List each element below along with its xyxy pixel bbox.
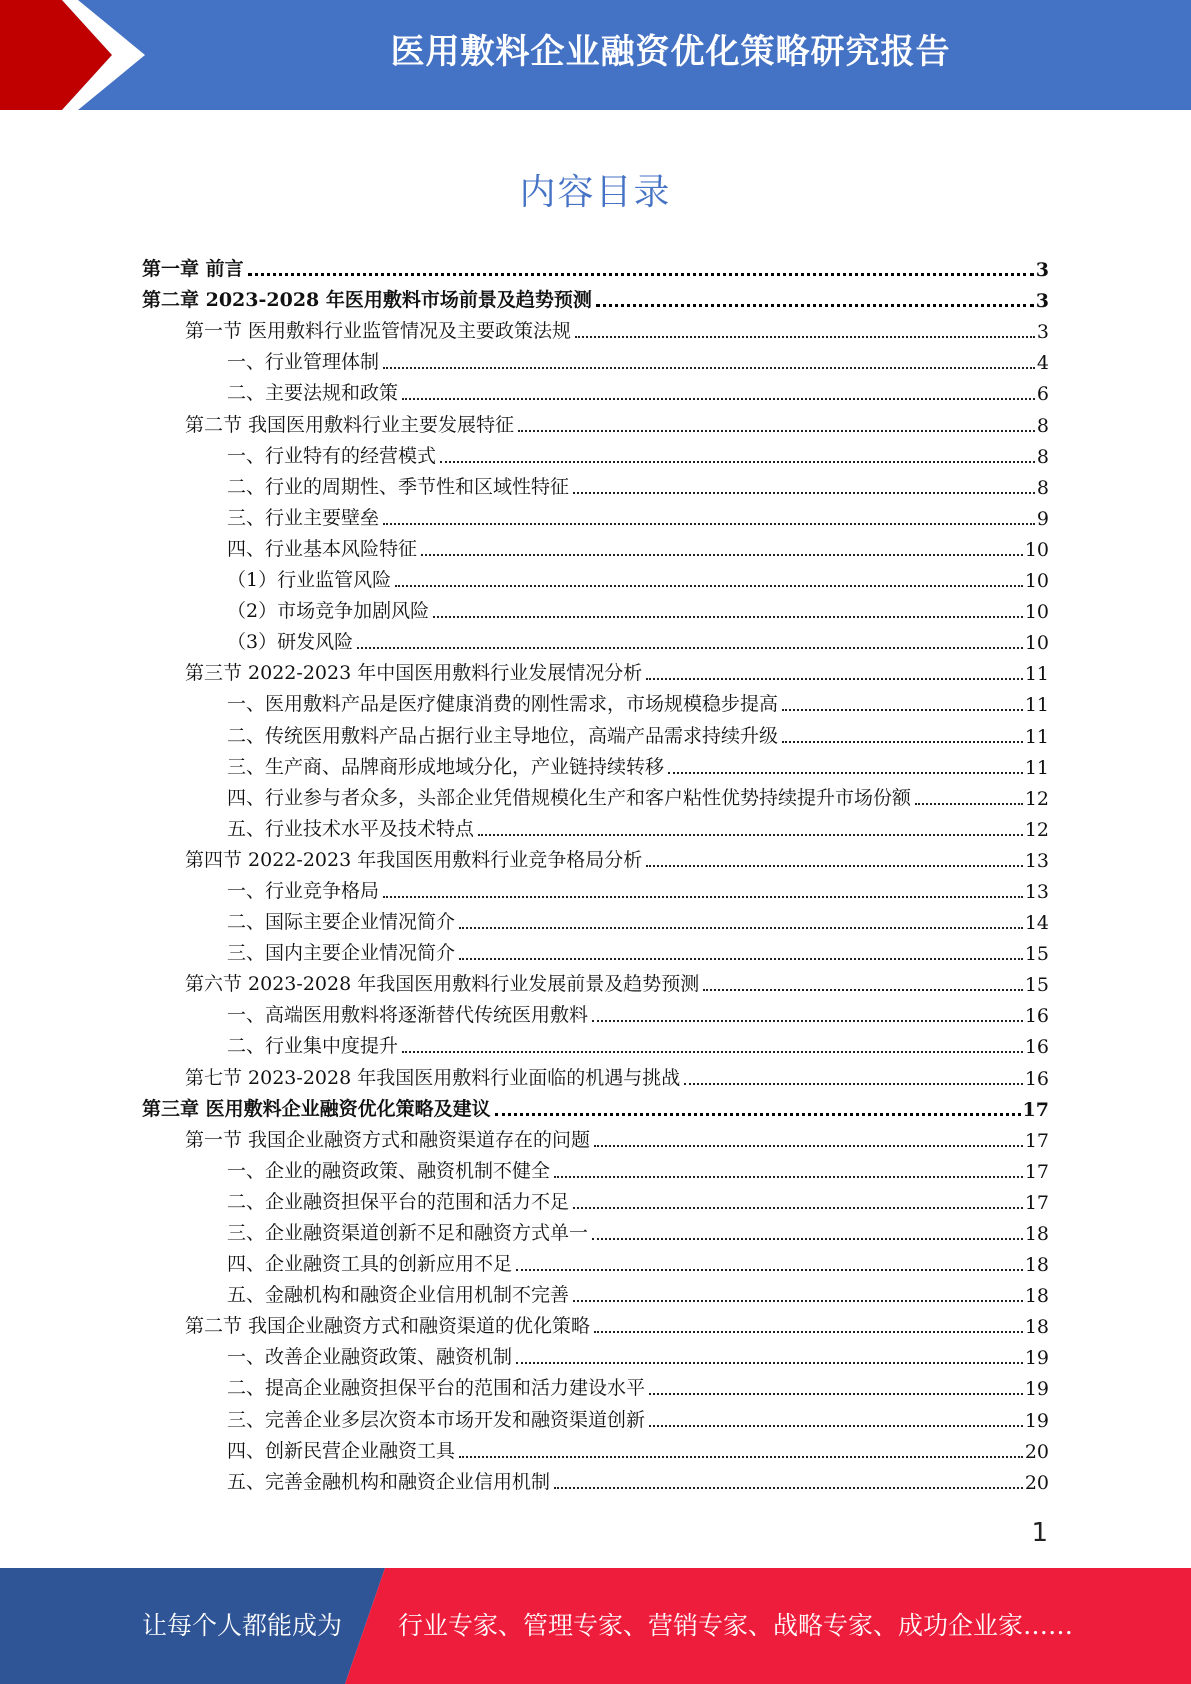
toc-dot-leader [915, 803, 1023, 805]
toc-entry-label: 三、生产商、品牌商形成地域分化，产业链持续转移 [227, 755, 665, 778]
toc-entry-label: 第二章 2023-2028 年医用敷料市场前景及趋势预测 [142, 289, 592, 312]
toc-entry[interactable] [142, 656, 1049, 687]
toc-entry-page: 18 [1024, 1223, 1049, 1245]
toc-entry[interactable] [142, 1402, 1049, 1433]
toc-entry-label: 三、国内主要企业情况简介 [227, 942, 456, 965]
toc-entry-label: 第二节 我国企业融资方式和融资渠道的优化策略 [185, 1315, 591, 1338]
toc-entry-page: 17 [1024, 1160, 1049, 1183]
toc-entry-page: 10 [1024, 601, 1049, 624]
toc-entry-label: 二、提高企业融资担保平台的范围和活力建设水平 [227, 1377, 646, 1400]
toc-entry-page: 15 [1024, 974, 1049, 997]
toc-entry-label: 四、行业基本风险特征 [227, 537, 418, 560]
toc-entry-label: 五、金融机构和融资企业信用机制不完善 [227, 1284, 570, 1307]
toc-entry[interactable] [142, 1434, 1049, 1465]
toc-dot-leader [459, 958, 1023, 960]
toc-dot-leader [248, 273, 1034, 276]
toc-entry-page: 10 [1024, 538, 1049, 561]
toc-dot-leader [684, 1083, 1023, 1085]
toc-entry-page: 13 [1024, 880, 1049, 903]
toc-entry[interactable] [142, 1092, 1049, 1123]
report-title: 医用敷料企业融资优化策略研究报告 [390, 32, 951, 72]
toc-entry[interactable] [142, 532, 1049, 563]
header-banner [0, 0, 1191, 110]
footer-banner [0, 1568, 1191, 1684]
toc-entry-page: 19 [1024, 1378, 1049, 1401]
toc-dot-leader [594, 1145, 1023, 1147]
toc-dot-leader [478, 834, 1023, 836]
toc-dot-leader [383, 896, 1023, 898]
toc-dot-leader [782, 709, 1023, 711]
toc-entry-page: 4 [1036, 352, 1049, 375]
toc-entry-page: 20 [1024, 1471, 1049, 1494]
toc-entry-label: 一、高端医用敷料将逐渐替代传统医用敷料 [227, 1004, 589, 1027]
toc-entry[interactable] [142, 1247, 1049, 1278]
toc-entry[interactable] [142, 1371, 1049, 1402]
toc-entry-label: 二、国际主要企业情况简介 [227, 911, 456, 934]
toc-dot-leader [596, 304, 1034, 307]
toc-entry-page: 3 [1036, 321, 1049, 344]
toc-entry-page: 19 [1024, 1347, 1049, 1370]
toc-entry[interactable] [142, 1123, 1049, 1154]
toc-entry-label: （2）市场竞争加剧风险 [227, 600, 430, 623]
toc-dot-leader [649, 1425, 1023, 1427]
toc-entry-page: 8 [1036, 476, 1049, 499]
toc-entry-label: 三、完善企业多层次资本市场开发和融资渠道创新 [227, 1408, 646, 1431]
toc-dot-leader [383, 523, 1035, 525]
toc-entry[interactable] [142, 967, 1049, 998]
toc-dot-leader [516, 1362, 1023, 1364]
page-number: 1 [1031, 1518, 1048, 1548]
toc-entry-label: 二、企业融资担保平台的范围和活力不足 [227, 1190, 570, 1213]
toc-entry-label: 二、主要法规和政策 [227, 382, 399, 405]
toc-dot-leader [703, 989, 1023, 991]
toc-entry-page: 12 [1024, 818, 1049, 841]
toc-entry[interactable] [142, 1060, 1049, 1091]
toc-entry[interactable] [142, 376, 1049, 407]
toc-entry-page: 16 [1024, 1036, 1049, 1059]
toc-dot-leader [402, 1051, 1023, 1053]
toc-entry[interactable] [142, 1278, 1049, 1309]
toc-entry-label: 第二节 我国医用敷料行业主要发展特征 [185, 413, 515, 436]
toc-dot-leader [592, 1238, 1023, 1240]
toc-dot-leader [518, 430, 1035, 432]
toc-entry-label: 三、行业主要壁垒 [227, 506, 380, 529]
toc-entry[interactable] [142, 470, 1049, 501]
toc-entry[interactable] [142, 1029, 1049, 1060]
toc-entry-page: 6 [1036, 383, 1049, 406]
table-of-contents [142, 252, 1049, 1496]
toc-dot-leader [573, 1207, 1023, 1209]
toc-dot-leader [554, 1176, 1023, 1178]
toc-entry-page: 15 [1024, 943, 1049, 966]
toc-dot-leader [554, 1487, 1023, 1489]
toc-entry-label: 四、行业参与者众多，头部企业凭借规模化生产和客户粘性优势持续提升市场份额 [227, 786, 912, 809]
toc-dot-leader [459, 1456, 1023, 1458]
toc-entry-label: 四、创新民营企业融资工具 [227, 1439, 456, 1462]
toc-dot-leader [516, 1269, 1023, 1271]
toc-entry[interactable] [142, 998, 1049, 1029]
toc-entry[interactable] [142, 812, 1049, 843]
toc-entry[interactable] [142, 750, 1049, 781]
footer-slogan-right: 行业专家、管理专家、营销专家、战略专家、成功企业家…… [398, 1611, 1074, 1640]
toc-entry[interactable] [142, 439, 1049, 470]
toc-entry[interactable] [142, 563, 1049, 594]
toc-dot-leader [395, 585, 1023, 587]
footer-slogan-left: 让每个人都能成为 [142, 1611, 343, 1640]
toc-dot-leader [357, 647, 1023, 649]
toc-dot-leader [459, 927, 1023, 929]
toc-entry-page: 13 [1024, 849, 1049, 872]
toc-entry-label: 一、行业管理体制 [227, 351, 380, 374]
toc-entry-label: 四、企业融资工具的创新应用不足 [227, 1253, 513, 1276]
toc-entry[interactable] [142, 781, 1049, 812]
toc-entry[interactable] [142, 843, 1049, 874]
toc-entry-label: 第六节 2023-2028 年我国医用敷料行业发展前景及趋势预测 [185, 973, 700, 996]
toc-entry[interactable] [142, 718, 1049, 749]
toc-entry-label: （1）行业监管风险 [227, 569, 392, 592]
toc-dot-leader [421, 554, 1023, 556]
toc-entry-label: 一、企业的融资政策、融资机制不健全 [227, 1159, 551, 1182]
toc-entry-label: 二、行业的周期性、季节性和区域性特征 [227, 475, 570, 498]
toc-entry[interactable] [142, 874, 1049, 905]
toc-entry-page: 20 [1024, 1440, 1049, 1463]
toc-entry[interactable] [142, 687, 1049, 718]
toc-entry[interactable] [142, 905, 1049, 936]
toc-entry[interactable] [142, 283, 1049, 314]
toc-entry-page: 14 [1024, 912, 1049, 935]
toc-dot-leader [649, 1393, 1023, 1395]
toc-dot-leader [573, 492, 1035, 494]
toc-entry[interactable] [142, 625, 1049, 656]
toc-entry-page: 17 [1024, 1191, 1049, 1214]
toc-entry-page: 11 [1024, 694, 1049, 717]
toc-entry-page: 16 [1024, 1067, 1049, 1090]
toc-entry-label: 一、医用敷料产品是医疗健康消费的刚性需求，市场规模稳步提高 [227, 693, 779, 716]
toc-dot-leader [433, 616, 1023, 618]
toc-entry-label: 第三章 医用敷料企业融资优化策略及建议 [142, 1097, 491, 1120]
toc-entry-page: 11 [1024, 663, 1049, 686]
toc-entry[interactable] [142, 501, 1049, 532]
toc-entry-label: 第一节 医用敷料行业监管情况及主要政策法规 [185, 320, 572, 343]
toc-entry-page: 3 [1035, 290, 1049, 313]
toc-entry[interactable] [142, 594, 1049, 625]
toc-entry-page: 9 [1036, 507, 1049, 530]
toc-entry-label: 第一节 我国企业融资方式和融资渠道存在的问题 [185, 1128, 591, 1151]
toc-entry-page: 17 [1022, 1098, 1049, 1121]
toc-dot-leader [646, 865, 1023, 867]
toc-entry[interactable] [142, 314, 1049, 345]
toc-entry-label: 五、完善金融机构和融资企业信用机制 [227, 1470, 551, 1493]
toc-dot-leader [646, 678, 1023, 680]
toc-dot-leader [782, 741, 1023, 743]
toc-entry[interactable] [142, 1154, 1049, 1185]
toc-entry-page: 10 [1024, 570, 1049, 593]
toc-entry-label: 第一章 前言 [142, 258, 244, 281]
toc-entry-label: 第七节 2023-2028 年我国医用敷料行业面临的机遇与挑战 [185, 1066, 681, 1089]
toc-entry-label: 第三节 2022-2023 年中国医用敷料行业发展情况分析 [185, 662, 643, 685]
toc-entry-page: 18 [1024, 1254, 1049, 1277]
toc-entry-page: 10 [1024, 632, 1049, 655]
toc-entry-page: 17 [1024, 1129, 1049, 1152]
toc-entry-page: 12 [1024, 787, 1049, 810]
toc-entry-label: （3）研发风险 [227, 631, 354, 654]
toc-entry[interactable] [142, 1185, 1049, 1216]
toc-entry-label: 一、行业竞争格局 [227, 879, 380, 902]
toc-entry[interactable] [142, 1340, 1049, 1371]
toc-dot-leader [402, 398, 1035, 400]
toc-entry-page: 11 [1024, 725, 1049, 748]
toc-entry[interactable] [142, 1465, 1049, 1496]
toc-dot-leader [383, 367, 1035, 369]
toc-entry[interactable] [142, 252, 1049, 283]
toc-entry-label: 二、传统医用敷料产品占据行业主导地位，高端产品需求持续升级 [227, 724, 779, 747]
toc-entry-page: 11 [1024, 756, 1049, 779]
toc-entry-label: 第四节 2022-2023 年我国医用敷料行业竞争格局分析 [185, 848, 643, 871]
toc-entry[interactable] [142, 936, 1049, 967]
toc-entry-label: 五、行业技术水平及技术特点 [227, 817, 475, 840]
toc-entry-page: 19 [1024, 1409, 1049, 1432]
toc-dot-leader [575, 336, 1035, 338]
toc-dot-leader [440, 461, 1035, 463]
toc-entry-label: 一、改善企业融资政策、融资机制 [227, 1346, 513, 1369]
toc-entry-page: 18 [1024, 1285, 1049, 1308]
toc-dot-leader [495, 1113, 1021, 1116]
toc-entry[interactable] [142, 407, 1049, 438]
toc-dot-leader [668, 772, 1023, 774]
toc-entry[interactable] [142, 1216, 1049, 1247]
toc-entry-page: 16 [1024, 1005, 1049, 1028]
toc-entry-label: 三、企业融资渠道创新不足和融资方式单一 [227, 1222, 589, 1244]
toc-entry-label: 一、行业特有的经营模式 [227, 444, 437, 467]
toc-entry-page: 8 [1036, 445, 1049, 468]
toc-dot-leader [594, 1331, 1023, 1333]
toc-dot-leader [592, 1020, 1023, 1022]
toc-entry[interactable] [142, 1309, 1049, 1340]
toc-heading: 内容目录 [519, 172, 672, 213]
toc-entry-page: 8 [1036, 414, 1049, 437]
toc-entry-page: 3 [1035, 259, 1049, 282]
toc-entry-label: 二、行业集中度提升 [227, 1035, 399, 1058]
toc-entry-page: 18 [1024, 1316, 1049, 1339]
toc-entry[interactable] [142, 345, 1049, 376]
toc-dot-leader [573, 1300, 1023, 1302]
